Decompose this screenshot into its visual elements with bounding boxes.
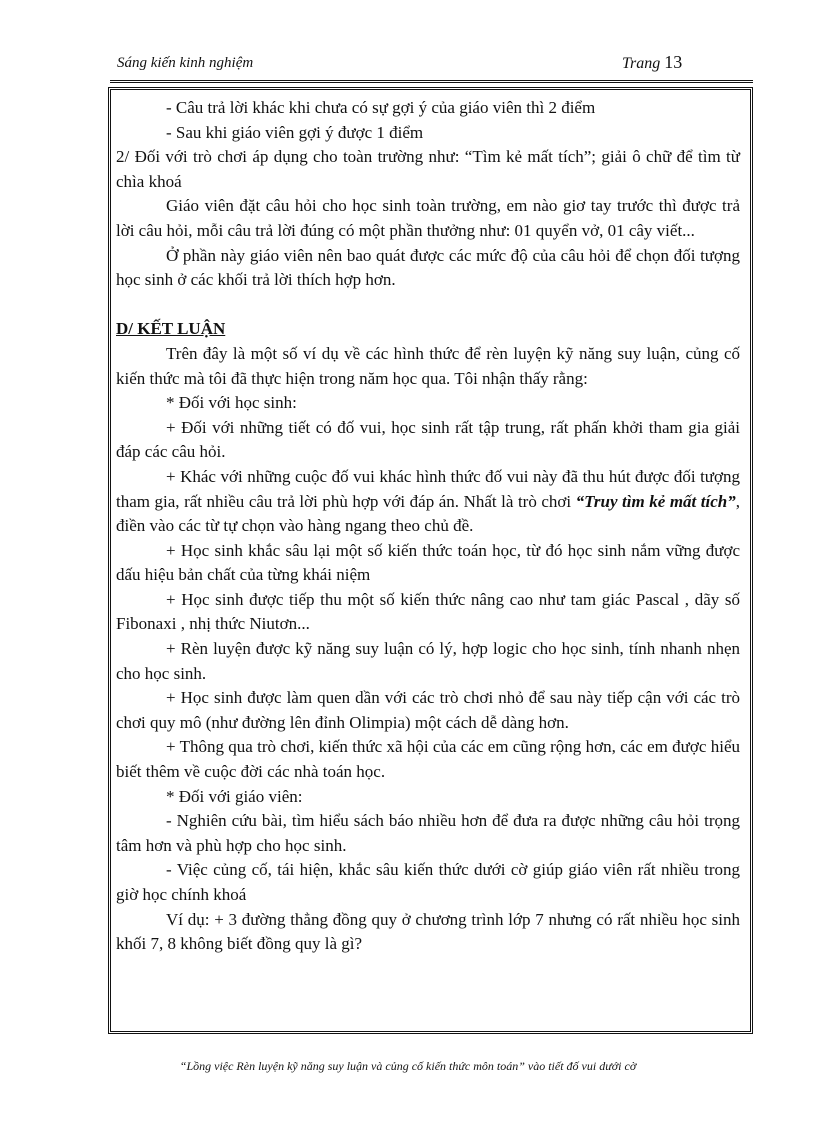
section-heading [116, 317, 740, 342]
paragraph: + Học sinh được tiếp thu một số kiến thức nâng cao như tam giác Pascal , dãy số Fibonaxi , nhị thức Niutơn... [116, 589, 740, 634]
paragraph: + Đối với những tiết có đố vui, học sinh rất tập trung, rất phấn khởi tham gia giải đáp các câu hỏi. [116, 417, 740, 462]
paragraph: + Thông qua trò chơi, kiến thức xã hội của các em cũng rộng hơn, các em được hiểu biết thêm về cuộc đời các nhà toán học. [116, 737, 740, 782]
heading-text: D/ KẾT LUẬN [116, 319, 226, 339]
paragraph: Ở phần này giáo viên nên bao quát được các mức độ của câu hỏi để chọn đối tượng học sinh ở các khối trả lời thích hợp hơn. [116, 245, 740, 290]
paragraph: Giáo viên đặt câu hỏi cho học sinh toàn trường, em nào giơ tay trước thì được trả lời câu hỏi, mỗi câu trả lời đúng có một phần thưởng như: 01 quyển vở, 01 cây viết... [116, 196, 740, 240]
page-number-label [622, 52, 682, 73]
page-number: 13 [664, 52, 683, 72]
header-rule [110, 80, 753, 83]
page-label: Trang [622, 55, 661, 72]
paragraph: - Nghiên cứu bài, tìm hiểu sách báo nhiều hơn để đưa ra được những câu hỏi trọng tâm hơn và phù hợp cho học sinh. [116, 811, 740, 855]
paragraph: - Sau khi giáo viên gợi ý được 1 điểm [166, 122, 424, 142]
paragraph [116, 465, 740, 539]
paragraph: 2/ Đối với trò chơi áp dụng cho toàn trường như: “Tìm kẻ mất tích”; giải ô chữ để tìm từ chìa khoá [116, 147, 740, 191]
paragraph: Trên đây là một số ví dụ về các hình thức để rèn luyện kỹ năng suy luận, củng cố kiến thức mà tôi đã thực hiện trong năm học qua. Tôi nhận thấy rằng: [116, 343, 740, 388]
text-run: , điền vào các từ tự chọn vào hàng ngang theo chủ đề. [116, 491, 740, 536]
paragraph: - Việc củng cố, tái hiện, khắc sâu kiến thức dưới cờ giúp giáo viên rất nhiều trong giờ học chính khoá [116, 860, 740, 904]
footer-text: “Lồng việc Rèn luyện kỹ năng suy luận và củng cố kiến thức môn toán” vào tiết đố vui dưới cờ [179, 1059, 637, 1073]
paragraph: + Rèn luyện được kỹ năng suy luận có lý, hợp logic cho học sinh, tính nhanh nhẹn cho học sinh. [116, 639, 740, 683]
page-content [116, 96, 740, 957]
spacer [116, 293, 740, 318]
paragraph: Ví dụ: + 3 đường thẳng đồng quy ở chương trình lớp 7 nhưng có rất nhiều học sinh khối 7, 8 không biết đồng quy là gì? [116, 909, 740, 954]
paragraph: * Đối với học sinh: [166, 393, 297, 413]
paragraph: - Câu trả lời khác khi chưa có sự gợi ý của giáo viên thì 2 điểm [166, 98, 596, 117]
paragraph: + Học sinh khắc sâu lại một số kiến thức toán học, từ đó học sinh nắm vững được dấu hiệu bản chất của từng khái niệm [116, 540, 740, 585]
paragraph: * Đối với giáo viên: [166, 786, 303, 806]
paragraph: + Học sinh được làm quen dần với các trò chơi nhỏ để sau này tiếp cận với các trò chơi quy mô (như đường lên đỉnh Olimpia) một cách dễ dàng hơn. [116, 688, 740, 732]
header-title: Sáng kiến kinh nghiệm [117, 55, 254, 71]
emphasis-text: “Truy tìm kẻ mất tích” [575, 491, 736, 511]
text-run: + Khác với những cuộc đố vui khác hình thức đố vui này đã thu hút được đối tượng tham gia, rất nhiều câu trả lời phù hợp với đáp án. Nhất là trò chơi [116, 466, 740, 511]
